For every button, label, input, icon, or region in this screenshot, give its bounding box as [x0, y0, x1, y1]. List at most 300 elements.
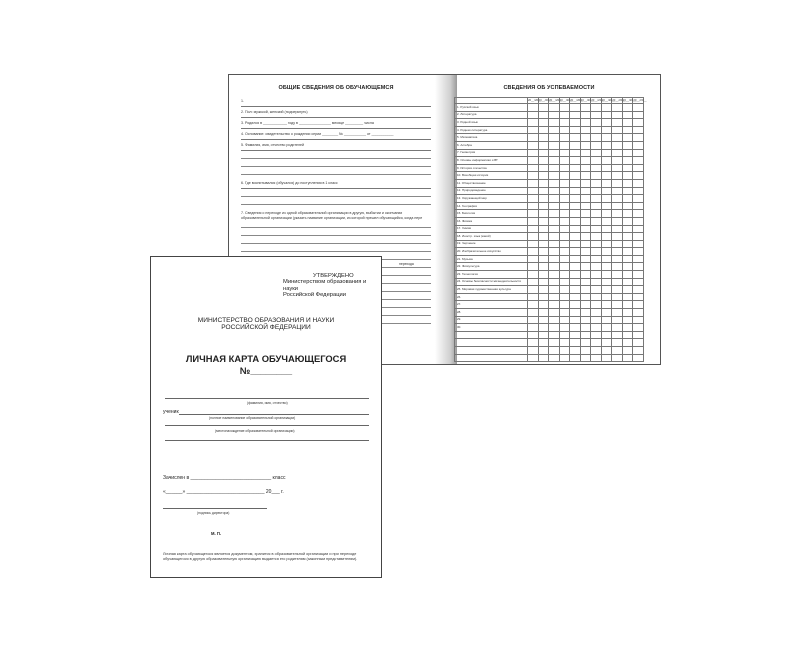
empty-cell [528, 347, 539, 355]
grade-cell [622, 111, 633, 119]
grade-cell [528, 217, 539, 225]
grade-cell [612, 233, 623, 241]
grade-cell [580, 263, 591, 271]
empty-cell [622, 339, 633, 347]
grade-cell [549, 202, 560, 210]
subject-row [455, 248, 644, 256]
grade-cell [612, 172, 623, 180]
grade-cell [528, 301, 539, 309]
grade-cell [570, 187, 581, 195]
grade-cell [622, 301, 633, 309]
grade-cell [591, 309, 602, 317]
grade-cell [612, 104, 623, 112]
grade-cell [559, 225, 570, 233]
grade-cell [528, 134, 539, 142]
blank-line [241, 151, 431, 159]
grade-cell [549, 164, 560, 172]
grade-cell [633, 210, 644, 218]
subject-name: 29. [455, 316, 528, 324]
grade-cell [559, 240, 570, 248]
grade-cell [549, 195, 560, 203]
grade-cell [622, 240, 633, 248]
grade-cell [580, 293, 591, 301]
grade-cell [633, 301, 644, 309]
subject-name: 1. Русский язык [455, 104, 528, 112]
grade-cell [580, 187, 591, 195]
empty-cell [559, 331, 570, 339]
grade-cell [633, 240, 644, 248]
grade-cell [559, 286, 570, 294]
grade-cell [591, 172, 602, 180]
grade-cell [538, 195, 549, 203]
grade-cell [549, 309, 560, 317]
grade-cell [549, 141, 560, 149]
grade-cell [591, 301, 602, 309]
grade-cell [549, 293, 560, 301]
grade-cell [549, 271, 560, 279]
grade-cell [601, 293, 612, 301]
grade-cell [591, 164, 602, 172]
grade-cell [528, 141, 539, 149]
grade-cell [622, 233, 633, 241]
grade-cell [591, 316, 602, 324]
year-header-cell: 20__/20__ [538, 98, 552, 102]
grade-cell [612, 286, 623, 294]
grade-cell [538, 255, 549, 263]
blank-line [241, 244, 431, 252]
grade-cell [549, 187, 560, 195]
year-header-cell: 20__/20__ [570, 98, 584, 102]
grade-cell [633, 149, 644, 157]
subject-row [455, 293, 644, 301]
empty-cell [580, 354, 591, 362]
grade-cell [612, 217, 623, 225]
grade-cell [622, 225, 633, 233]
grade-cell [612, 316, 623, 324]
subject-name: 23. Технология [455, 271, 528, 279]
empty-cell [633, 354, 644, 362]
grade-cell [601, 278, 612, 286]
approval-stamp [283, 273, 381, 299]
grade-cell [570, 286, 581, 294]
subject-row [455, 225, 644, 233]
grade-cell [570, 111, 581, 119]
grade-cell [591, 202, 602, 210]
empty-cell [559, 347, 570, 355]
empty-cell [570, 331, 581, 339]
grade-cell [549, 134, 560, 142]
empty-cell [528, 339, 539, 347]
org-caption: (полное наименование образовательной организации) [209, 416, 296, 420]
grade-cell [570, 172, 581, 180]
grade-cell [528, 149, 539, 157]
grade-cell [538, 286, 549, 294]
grade-cell [570, 233, 581, 241]
subject-row [455, 164, 644, 172]
grade-cell [601, 111, 612, 119]
grade-cell [601, 324, 612, 332]
grade-cell [538, 149, 549, 157]
grade-cell [612, 309, 623, 317]
grade-cell [538, 187, 549, 195]
subject-name: 9. История отечества [455, 164, 528, 172]
subject-name: 15. Биология [455, 210, 528, 218]
grade-cell [528, 157, 539, 165]
grade-cell [538, 210, 549, 218]
grade-cell [591, 225, 602, 233]
grade-cell [612, 255, 623, 263]
subject-row [455, 157, 644, 165]
grade-cell [633, 164, 644, 172]
grade-cell [622, 149, 633, 157]
grade-cell [570, 263, 581, 271]
subject-row [455, 187, 644, 195]
grade-cell [612, 293, 623, 301]
grade-cell [580, 134, 591, 142]
empty-cell [580, 339, 591, 347]
grade-cell [580, 111, 591, 119]
grade-cell [528, 233, 539, 241]
grade-cell [591, 286, 602, 294]
empty-cell [580, 347, 591, 355]
empty-cell [455, 354, 528, 362]
grade-cell [538, 104, 549, 112]
subject-row [455, 104, 644, 112]
grade-cell [601, 271, 612, 279]
empty-cell [612, 354, 623, 362]
grade-cell [549, 172, 560, 180]
grade-cell [612, 134, 623, 142]
year-header-cell: 20__/20__ [601, 98, 615, 102]
subject-name: 30. [455, 324, 528, 332]
subject-row [455, 217, 644, 225]
grade-cell [559, 248, 570, 256]
grade-cell [570, 164, 581, 172]
empty-cell [538, 347, 549, 355]
blank-line [241, 228, 431, 236]
grade-cell [549, 149, 560, 157]
grade-cell [633, 255, 644, 263]
blank-line [241, 159, 431, 167]
grade-cell [591, 187, 602, 195]
subject-name: 24. Основы безопасности жизнедеятельности [455, 278, 528, 286]
empty-cell [559, 339, 570, 347]
grade-cell [580, 119, 591, 127]
grade-cell [622, 134, 633, 142]
grade-cell [591, 134, 602, 142]
grade-cell [622, 309, 633, 317]
grade-cell [559, 217, 570, 225]
empty-cell [570, 354, 581, 362]
grade-cell [601, 179, 612, 187]
grade-cell [528, 164, 539, 172]
subject-row [455, 233, 644, 241]
grade-cell [559, 293, 570, 301]
grade-cell [580, 316, 591, 324]
grade-cell [580, 172, 591, 180]
grade-cell [559, 278, 570, 286]
grade-cell [538, 134, 549, 142]
grade-cell [580, 202, 591, 210]
card-number: №________ [239, 365, 293, 376]
grade-cell [538, 157, 549, 165]
grade-cell [528, 286, 539, 294]
grade-cell [528, 202, 539, 210]
grade-cell [591, 233, 602, 241]
grade-cell [601, 316, 612, 324]
grade-cell [570, 202, 581, 210]
grade-cell [580, 309, 591, 317]
empty-cell [528, 354, 539, 362]
field-line-1: 1. [241, 99, 431, 107]
grade-cell [601, 255, 612, 263]
grade-cell [570, 119, 581, 127]
fio-caption: (фамилия, имя, отчество) [247, 401, 288, 405]
grade-cell [538, 309, 549, 317]
grade-cell [591, 195, 602, 203]
empty-cell [591, 339, 602, 347]
blank-line [241, 197, 431, 205]
subject-name: 4. Родная литература [455, 126, 528, 134]
grade-cell [622, 187, 633, 195]
empty-cell [580, 331, 591, 339]
grade-cell [633, 179, 644, 187]
grade-cell [633, 195, 644, 203]
grade-cell [591, 278, 602, 286]
grade-cell [570, 225, 581, 233]
empty-cell [601, 331, 612, 339]
stamp-place: М. П. [211, 531, 221, 536]
empty-cell [633, 347, 644, 355]
grade-cell [612, 149, 623, 157]
subject-name: 18. Иностр. язык (какой) [455, 233, 528, 241]
grade-cell [612, 301, 623, 309]
grade-cell [580, 126, 591, 134]
grade-cell [612, 141, 623, 149]
grade-cell [622, 172, 633, 180]
progress-title: СВЕДЕНИЯ ОБ УСПЕВАЕМОСТИ [503, 85, 595, 91]
subject-name: 22. Физкультура [455, 263, 528, 271]
empty-cell [455, 331, 528, 339]
grade-cell [580, 179, 591, 187]
empty-cell [528, 331, 539, 339]
year-header-cell: 20__/20__ [528, 98, 542, 102]
subject-row [455, 134, 644, 142]
grade-cell [549, 240, 560, 248]
grade-cell [570, 324, 581, 332]
grade-cell [612, 111, 623, 119]
grade-cell [538, 217, 549, 225]
grade-cell [528, 172, 539, 180]
grade-cell [633, 104, 644, 112]
grade-cell [622, 104, 633, 112]
grade-cell [559, 141, 570, 149]
grade-cell [591, 179, 602, 187]
empty-cell [633, 331, 644, 339]
grade-cell [612, 225, 623, 233]
grade-cell [528, 179, 539, 187]
grade-cell [559, 149, 570, 157]
grade-cell [549, 263, 560, 271]
year-header-cell: 20__/20__ [622, 98, 637, 102]
empty-cell [549, 354, 560, 362]
subject-name: 10. Всеобщая история [455, 172, 528, 180]
subject-name: 6. Алгебра [455, 141, 528, 149]
grade-cell [633, 233, 644, 241]
grade-cell [549, 210, 560, 218]
grade-cell [549, 324, 560, 332]
grade-cell [622, 179, 633, 187]
empty-cell [622, 354, 633, 362]
grade-cell [549, 104, 560, 112]
grade-cell [591, 324, 602, 332]
subject-name: 21. Музыка [455, 255, 528, 263]
subject-name: 17. Химия [455, 225, 528, 233]
grade-cell [580, 248, 591, 256]
grade-cell [538, 240, 549, 248]
grade-cell [570, 301, 581, 309]
grade-cell [633, 134, 644, 142]
subject-name: 3. Родной язык [455, 119, 528, 127]
grade-cell [601, 225, 612, 233]
subject-name: 8. Основы информатики и ВТ [455, 157, 528, 165]
grade-cell [528, 210, 539, 218]
grade-cell [580, 141, 591, 149]
grade-cell [580, 233, 591, 241]
grade-cell [580, 324, 591, 332]
grade-cell [601, 202, 612, 210]
empty-cell [601, 354, 612, 362]
grade-cell [591, 255, 602, 263]
grade-cell [570, 293, 581, 301]
grade-cell [591, 293, 602, 301]
field-line-parents: 5. Фамилия, имя, отчество родителей [241, 143, 431, 151]
empty-cell [601, 347, 612, 355]
grade-cell [612, 240, 623, 248]
subject-row [455, 210, 644, 218]
grade-cell [559, 255, 570, 263]
ministry-heading [151, 317, 381, 332]
grade-cell [622, 263, 633, 271]
grade-cell [538, 172, 549, 180]
field-line-gender: 2. Пол: мужской, женский (подчеркнуть) [241, 110, 431, 118]
grade-cell [591, 104, 602, 112]
grade-cell [528, 255, 539, 263]
grade-cell [591, 217, 602, 225]
grade-cell [622, 210, 633, 218]
grade-cell [559, 164, 570, 172]
grade-cell [633, 172, 644, 180]
empty-row [455, 339, 644, 347]
grade-cell [622, 324, 633, 332]
grade-cell [601, 172, 612, 180]
grade-cell [538, 119, 549, 127]
grade-cell [528, 225, 539, 233]
location-line [165, 440, 369, 441]
grade-cell [622, 126, 633, 134]
grade-cell [559, 119, 570, 127]
grade-cell [570, 141, 581, 149]
grade-cell [570, 255, 581, 263]
grade-cell [538, 293, 549, 301]
grade-cell [633, 248, 644, 256]
date-field: «______» ____________________________ 20___ г. [163, 489, 284, 495]
blank-line [241, 220, 431, 228]
grade-cell [538, 164, 549, 172]
grade-cell [538, 111, 549, 119]
blank-line [241, 189, 431, 197]
org-line-2 [165, 425, 369, 426]
grade-cell [559, 301, 570, 309]
grade-cell [591, 263, 602, 271]
grade-cell [528, 248, 539, 256]
grade-cell [528, 309, 539, 317]
subject-row [455, 271, 644, 279]
grade-cell [591, 271, 602, 279]
grade-cell [633, 316, 644, 324]
empty-row [455, 354, 644, 362]
grade-cell [559, 233, 570, 241]
grade-cell [538, 271, 549, 279]
grade-cell [549, 316, 560, 324]
empty-cell [538, 339, 549, 347]
grade-cell [601, 301, 612, 309]
grade-cell [633, 141, 644, 149]
grade-cell [622, 293, 633, 301]
field-line-birth: 3. Родился в ____________ году в ________________ месяце _________ числа [241, 121, 431, 129]
grade-cell [633, 271, 644, 279]
org-line [179, 414, 369, 415]
grade-cell [591, 119, 602, 127]
grade-cell [528, 111, 539, 119]
grade-cell [559, 324, 570, 332]
grade-cell [612, 179, 623, 187]
grade-cell [559, 210, 570, 218]
empty-cell [538, 331, 549, 339]
grade-cell [538, 233, 549, 241]
approved-by-line-2: Российской Федерации [283, 292, 347, 299]
grade-cell [622, 141, 633, 149]
grade-cell [559, 271, 570, 279]
front-cover [150, 256, 382, 578]
grade-cell [549, 111, 560, 119]
grade-cell [601, 233, 612, 241]
empty-row [455, 331, 644, 339]
empty-cell [549, 331, 560, 339]
grade-cell [570, 134, 581, 142]
grade-cell [612, 324, 623, 332]
grade-cell [612, 202, 623, 210]
grade-cell [538, 248, 549, 256]
signature-line [163, 508, 267, 509]
grade-cell [559, 134, 570, 142]
grade-cell [612, 119, 623, 127]
grade-cell [549, 126, 560, 134]
subject-name: 7. Геометрия [455, 149, 528, 157]
grade-cell [622, 248, 633, 256]
year-header-cell: 20__/20__ [549, 98, 563, 102]
ministry-line-2: РОССИЙСКОЙ ФЕДЕРАЦИИ [221, 324, 311, 332]
grade-cell [580, 255, 591, 263]
grade-cell [612, 271, 623, 279]
grade-cell [580, 157, 591, 165]
grade-cell [601, 217, 612, 225]
grade-cell [622, 195, 633, 203]
grade-cell [528, 240, 539, 248]
empty-cell [570, 347, 581, 355]
grade-cell [633, 217, 644, 225]
grade-cell [580, 301, 591, 309]
